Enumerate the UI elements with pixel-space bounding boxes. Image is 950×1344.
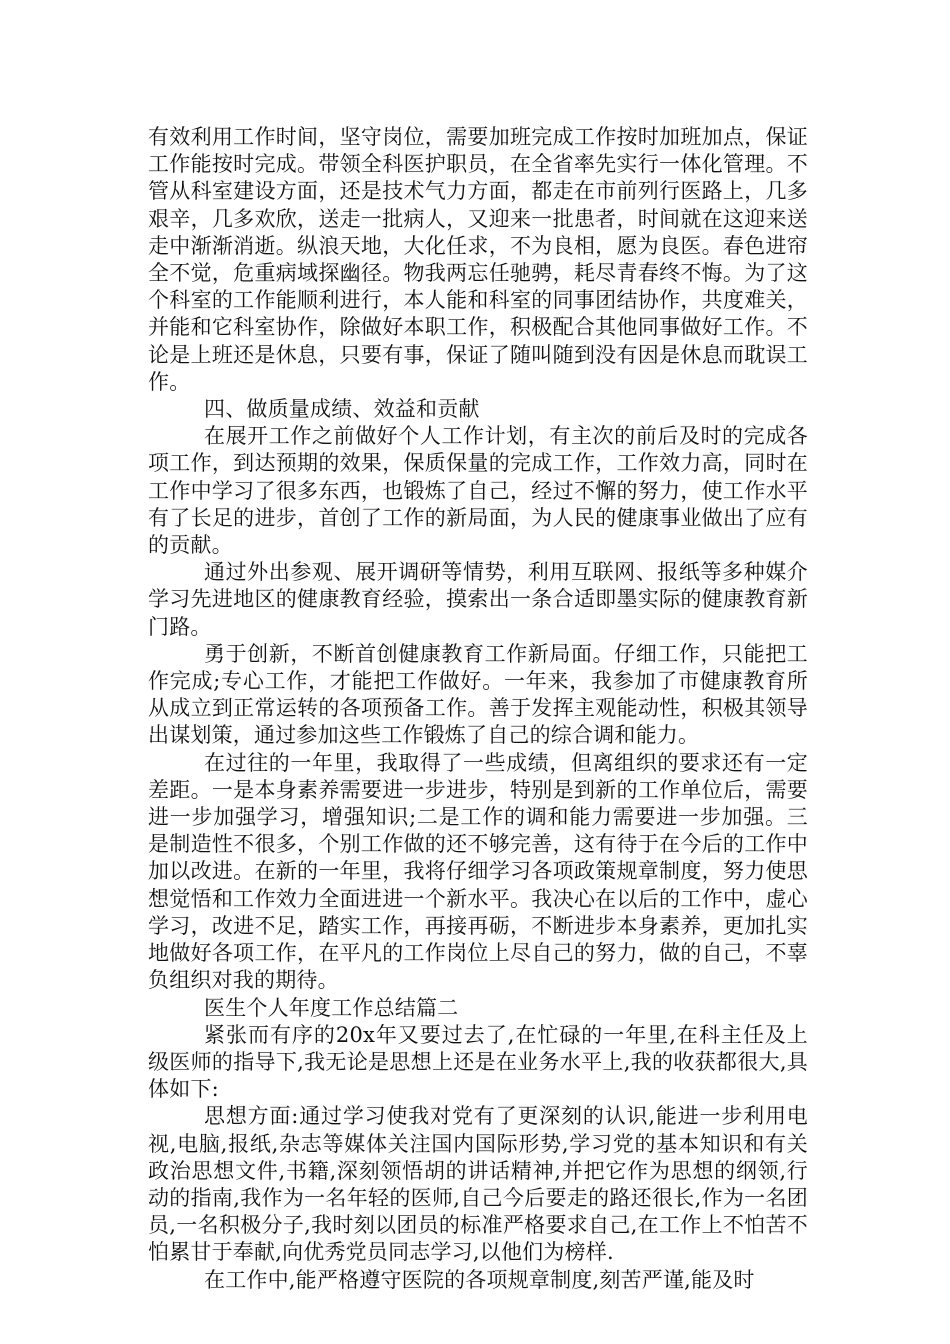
paragraph-work-time: 有效利用工作时间，坚守岗位，需要加班完成工作按时加班加点，保证工作能按时完成。带领全科医护职员，在全省率先实行一体化管理。不管从科室建设方面，还是技术气力方面，都走在市前列行医路上，几多艰辛，几多欢欣，送走一批病人，又迎来一批患者，时间就在这迎来送走中渐渐消逝。纵浪天地，大化任求，不为良相，愿为良医。春色进帘全不觉，危重病域探幽径。物我两忘任驰骋，耗尽青春终不悔。为了这个科室的工作能顺利进行，本人能和科室的同事团结协作，共度难关，并能和它科室协作，除做好本职工作，积极配合其他同事做好工作。不论是上班还是休息，只要有事，保证了随叫随到没有因是休息而耽误工作。	[148, 125, 808, 394]
paragraph-learning: 通过外出参观、展开调研等情势，利用互联网、报纸等多种媒介学习先进地区的健康教育经验，摸索出一条合适即墨实际的健康教育新门路。	[148, 560, 808, 639]
paragraph-work-plan: 在展开工作之前做好个人工作计划，有主次的前后及时的完成各项工作，到达预期的效果，保质保量的完成工作，工作效力高，同时在工作中学习了很多东西，也锻炼了自己，经过不懈的努力，使工作水平有了长足的进步，首创了工作的新局面，为人民的健康事业做出了应有的贡献。	[148, 424, 808, 558]
paragraph-intro: 紧张而有序的20x年又要过去了,在忙碌的一年里,在科主任及上级医师的指导下,我无论是思想上还是在业务水平上,我的收获都很大,具体如下:	[148, 1022, 808, 1102]
paragraph-thought: 思想方面:通过学习使我对党有了更深刻的认识,能进一步利用电视,电脑,报纸,杂志等媒体关注国内国际形势,学习党的基本知识和有关政治思想文件,书籍,深刻领悟胡的讲话精神,并把它作为思想的纲领,行动的指南,我作为一名年轻的医师,自己今后要走的路还很长,作为一名团员,一名积极分子,我时刻以团员的标准严格要求自己,在工作上不怕苦不怕累甘于奉献,向优秀党员同志学习,以他们为榜样.	[148, 1104, 808, 1265]
document-body	[148, 124, 808, 1294]
section-heading-quality: 四、做质量成绩、效益和贡献	[204, 397, 480, 422]
paragraph-innovation: 勇于创新，不断首创健康教育工作新局面。仔细工作，只能把工作完成;专心工作，才能把工作做好。一年来，我参加了市健康教育所从成立到正常运转的各项预备工作。善于发挥主观能动性，积极其领导出谋划策，通过参加这些工作锻炼了自己的综合调和能力。	[148, 641, 808, 748]
section-heading-part-two: 医生个人年度工作总结篇二	[204, 995, 459, 1020]
paragraph-shortcomings: 在过往的一年里，我取得了一些成绩，但离组织的要求还有一定差距。一是本身素养需要进一步进步，特别是到新的工作单位后，需要进一步加强学习，增强知识;二是工作的调和能力需要进一步加强。三是制造性不很多，个别工作做的还不够完善，这有待于在今后的工作中加以改进。在新的一年里，我将仔细学习各项政策规章制度，努力使思想觉悟和工作效力全面进进一个新水平。我决心在以后的工作中，虚心学习，改进不足，踏实工作，再接再砺，不断进步本身素养，更加扎实地做好各项工作，在平凡的工作岗位上尽自己的努力，做的自己，不辜负组织对我的期待。	[148, 750, 808, 993]
paragraph-work: 在工作中,能严格遵守医院的各项规章制度,刻苦严谨,能及时	[204, 1267, 755, 1292]
